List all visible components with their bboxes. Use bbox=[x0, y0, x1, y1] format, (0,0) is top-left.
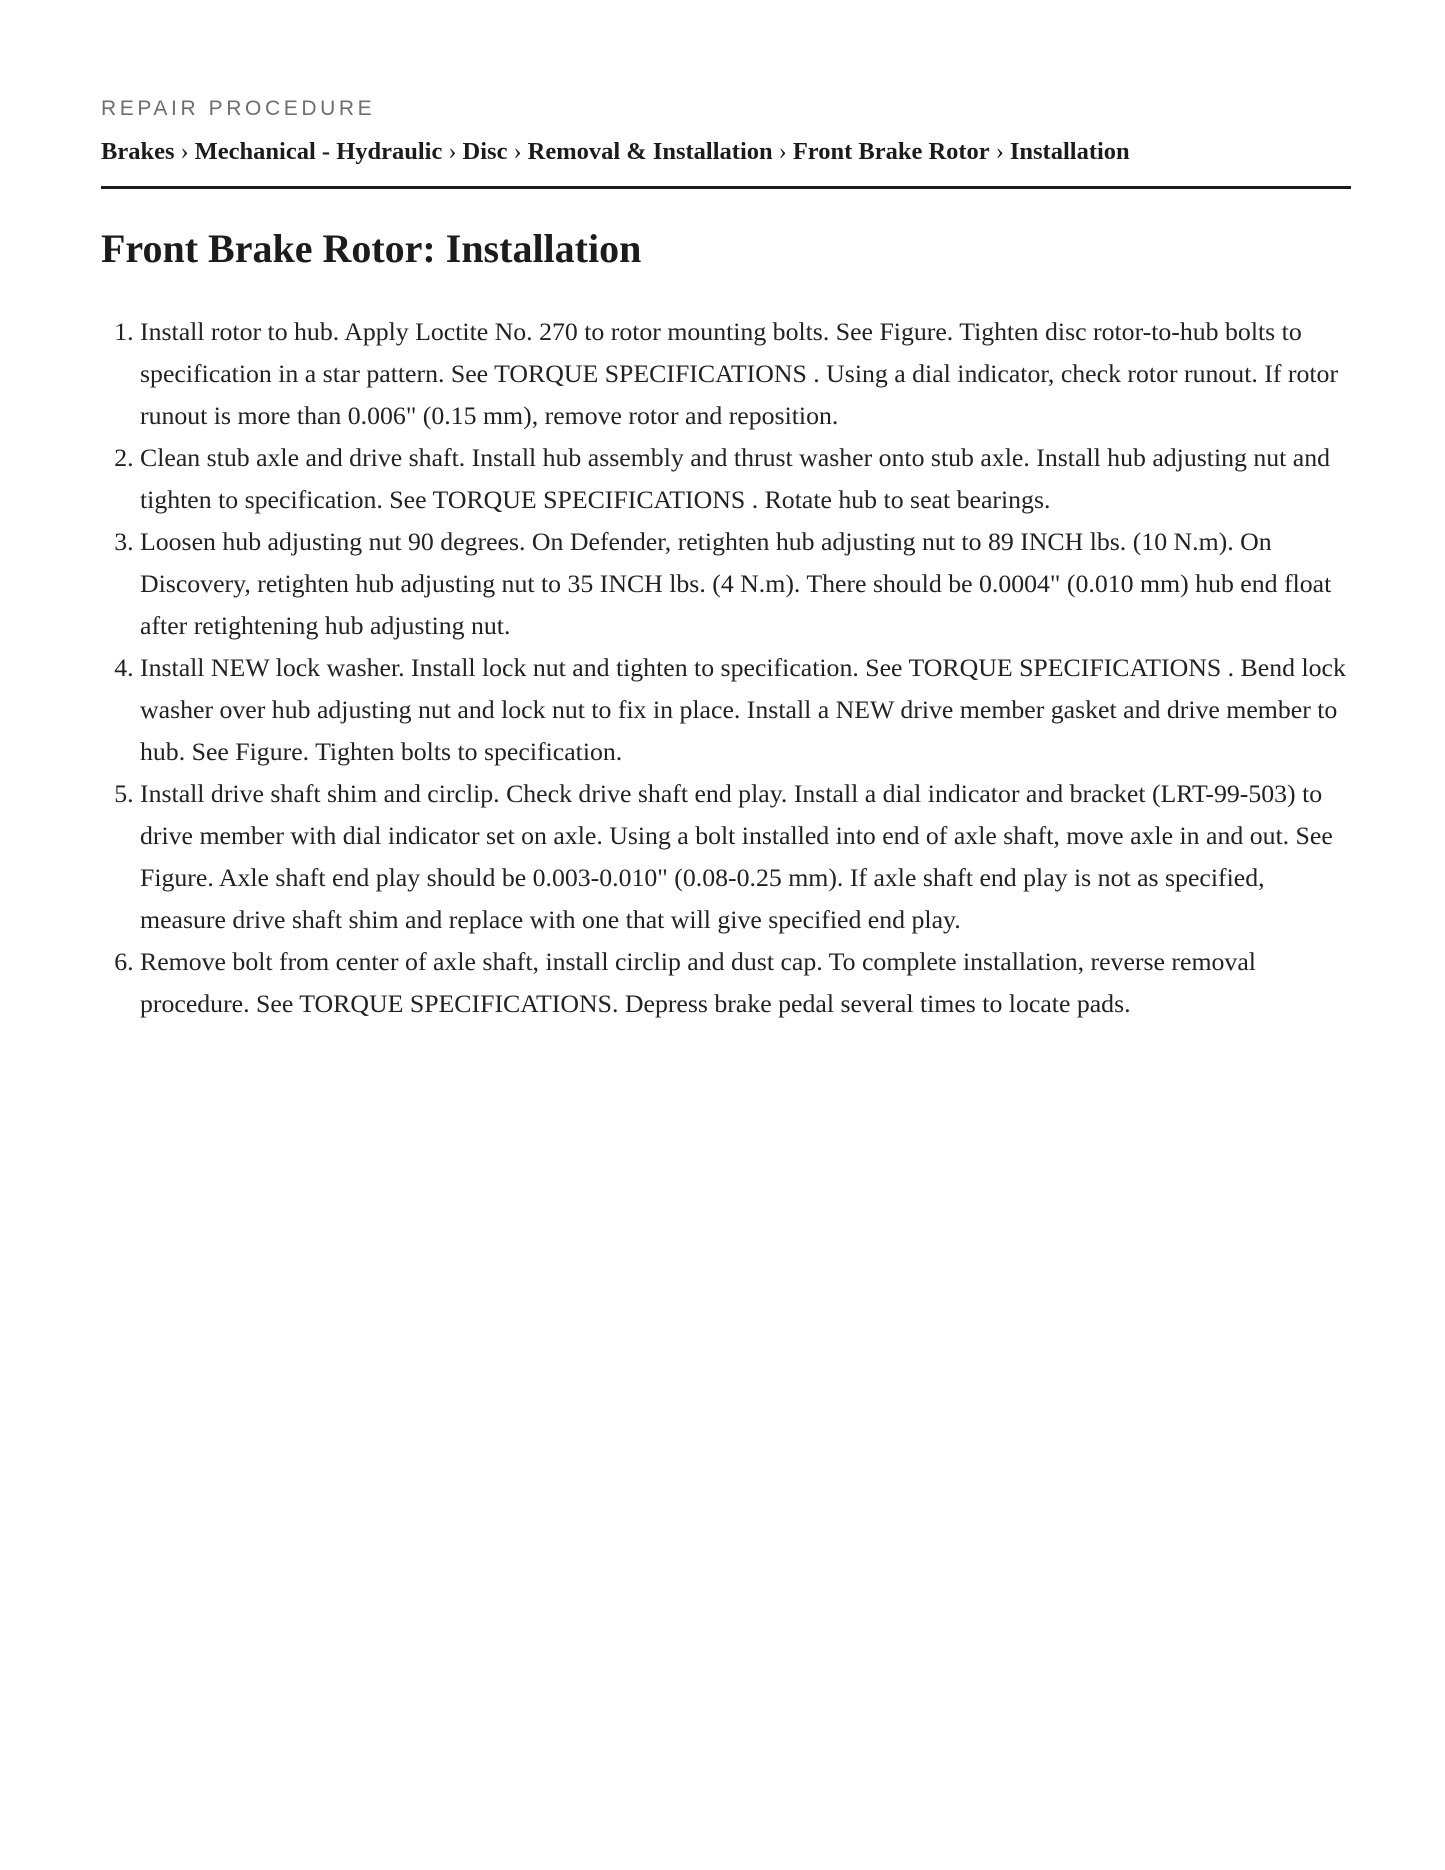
breadcrumb-item-removal-installation[interactable]: Removal & Installation bbox=[527, 138, 773, 165]
document-page bbox=[101, 96, 1351, 1025]
section-eyebrow: REPAIR PROCEDURE bbox=[101, 97, 376, 120]
procedure-step: 1. Install rotor to hub. Apply Loctite No. 270 to rotor mounting bolts. See Figure. Tighten disc rotor-to-hub bolts to specification in a star pattern. See TORQUE SPECIFICATIONS . Using a dial indicator, check rotor runout. If rotor runout is more than 0.006" (0.15 mm), remove rotor and reposition. bbox=[140, 311, 1351, 437]
breadcrumb-separator: › bbox=[778, 138, 787, 165]
breadcrumb-item-mechanical-hydraulic[interactable]: Mechanical - Hydraulic bbox=[194, 138, 443, 165]
procedure-step: 2. Clean stub axle and drive shaft. Install hub assembly and thrust washer onto stub axle. Install hub adjusting nut and tighten to specification. See TORQUE SPECIFICATIONS . Rotate hub to seat bearings. bbox=[140, 437, 1351, 521]
breadcrumb-item-front-brake-rotor[interactable]: Front Brake Rotor bbox=[792, 138, 990, 165]
breadcrumb-separator: › bbox=[180, 138, 189, 165]
breadcrumb-separator: › bbox=[448, 138, 457, 165]
breadcrumb-item-brakes[interactable]: Brakes bbox=[101, 138, 175, 165]
header-divider bbox=[101, 186, 1351, 189]
breadcrumb bbox=[101, 136, 1351, 168]
breadcrumb-separator: › bbox=[995, 138, 1004, 165]
procedure-step: 4. Install NEW lock washer. Install lock nut and tighten to specification. See TORQUE SPECIFICATIONS . Bend lock washer over hub adjusting nut and lock nut to fix in place. Install a NEW drive member gasket and drive member to hub. See Figure. Tighten bolts to specification. bbox=[140, 647, 1351, 773]
procedure-steps bbox=[101, 311, 1351, 1025]
procedure-step: 3. Loosen hub adjusting nut 90 degrees. On Defender, retighten hub adjusting nut to 89 INCH lbs. (10 N.m). On Discovery, retighten hub adjusting nut to 35 INCH lbs. (4 N.m). There should be 0.0004" (0.010 mm) hub end float after retightening hub adjusting nut. bbox=[140, 521, 1351, 647]
procedure-step: 5. Install drive shaft shim and circlip. Check drive shaft end play. Install a dial indicator and bracket (LRT-99-503) to drive member with dial indicator set on axle. Using a bolt installed into end of axle shaft, move axle in and out. See Figure. Axle shaft end play should be 0.003-0.010" (0.08-0.25 mm). If axle shaft end play is not as specified, measure drive shaft shim and replace with one that will give specified end play. bbox=[140, 773, 1351, 941]
procedure-step: 6. Remove bolt from center of axle shaft, install circlip and dust cap. To complete installation, reverse removal procedure. See TORQUE SPECIFICATIONS. Depress brake pedal several times to locate pads. bbox=[140, 941, 1351, 1025]
breadcrumb-separator: › bbox=[513, 138, 522, 165]
breadcrumb-item-installation: Installation bbox=[1009, 138, 1130, 165]
page-title: Front Brake Rotor: Installation bbox=[101, 226, 642, 271]
breadcrumb-item-disc[interactable]: Disc bbox=[462, 138, 508, 165]
